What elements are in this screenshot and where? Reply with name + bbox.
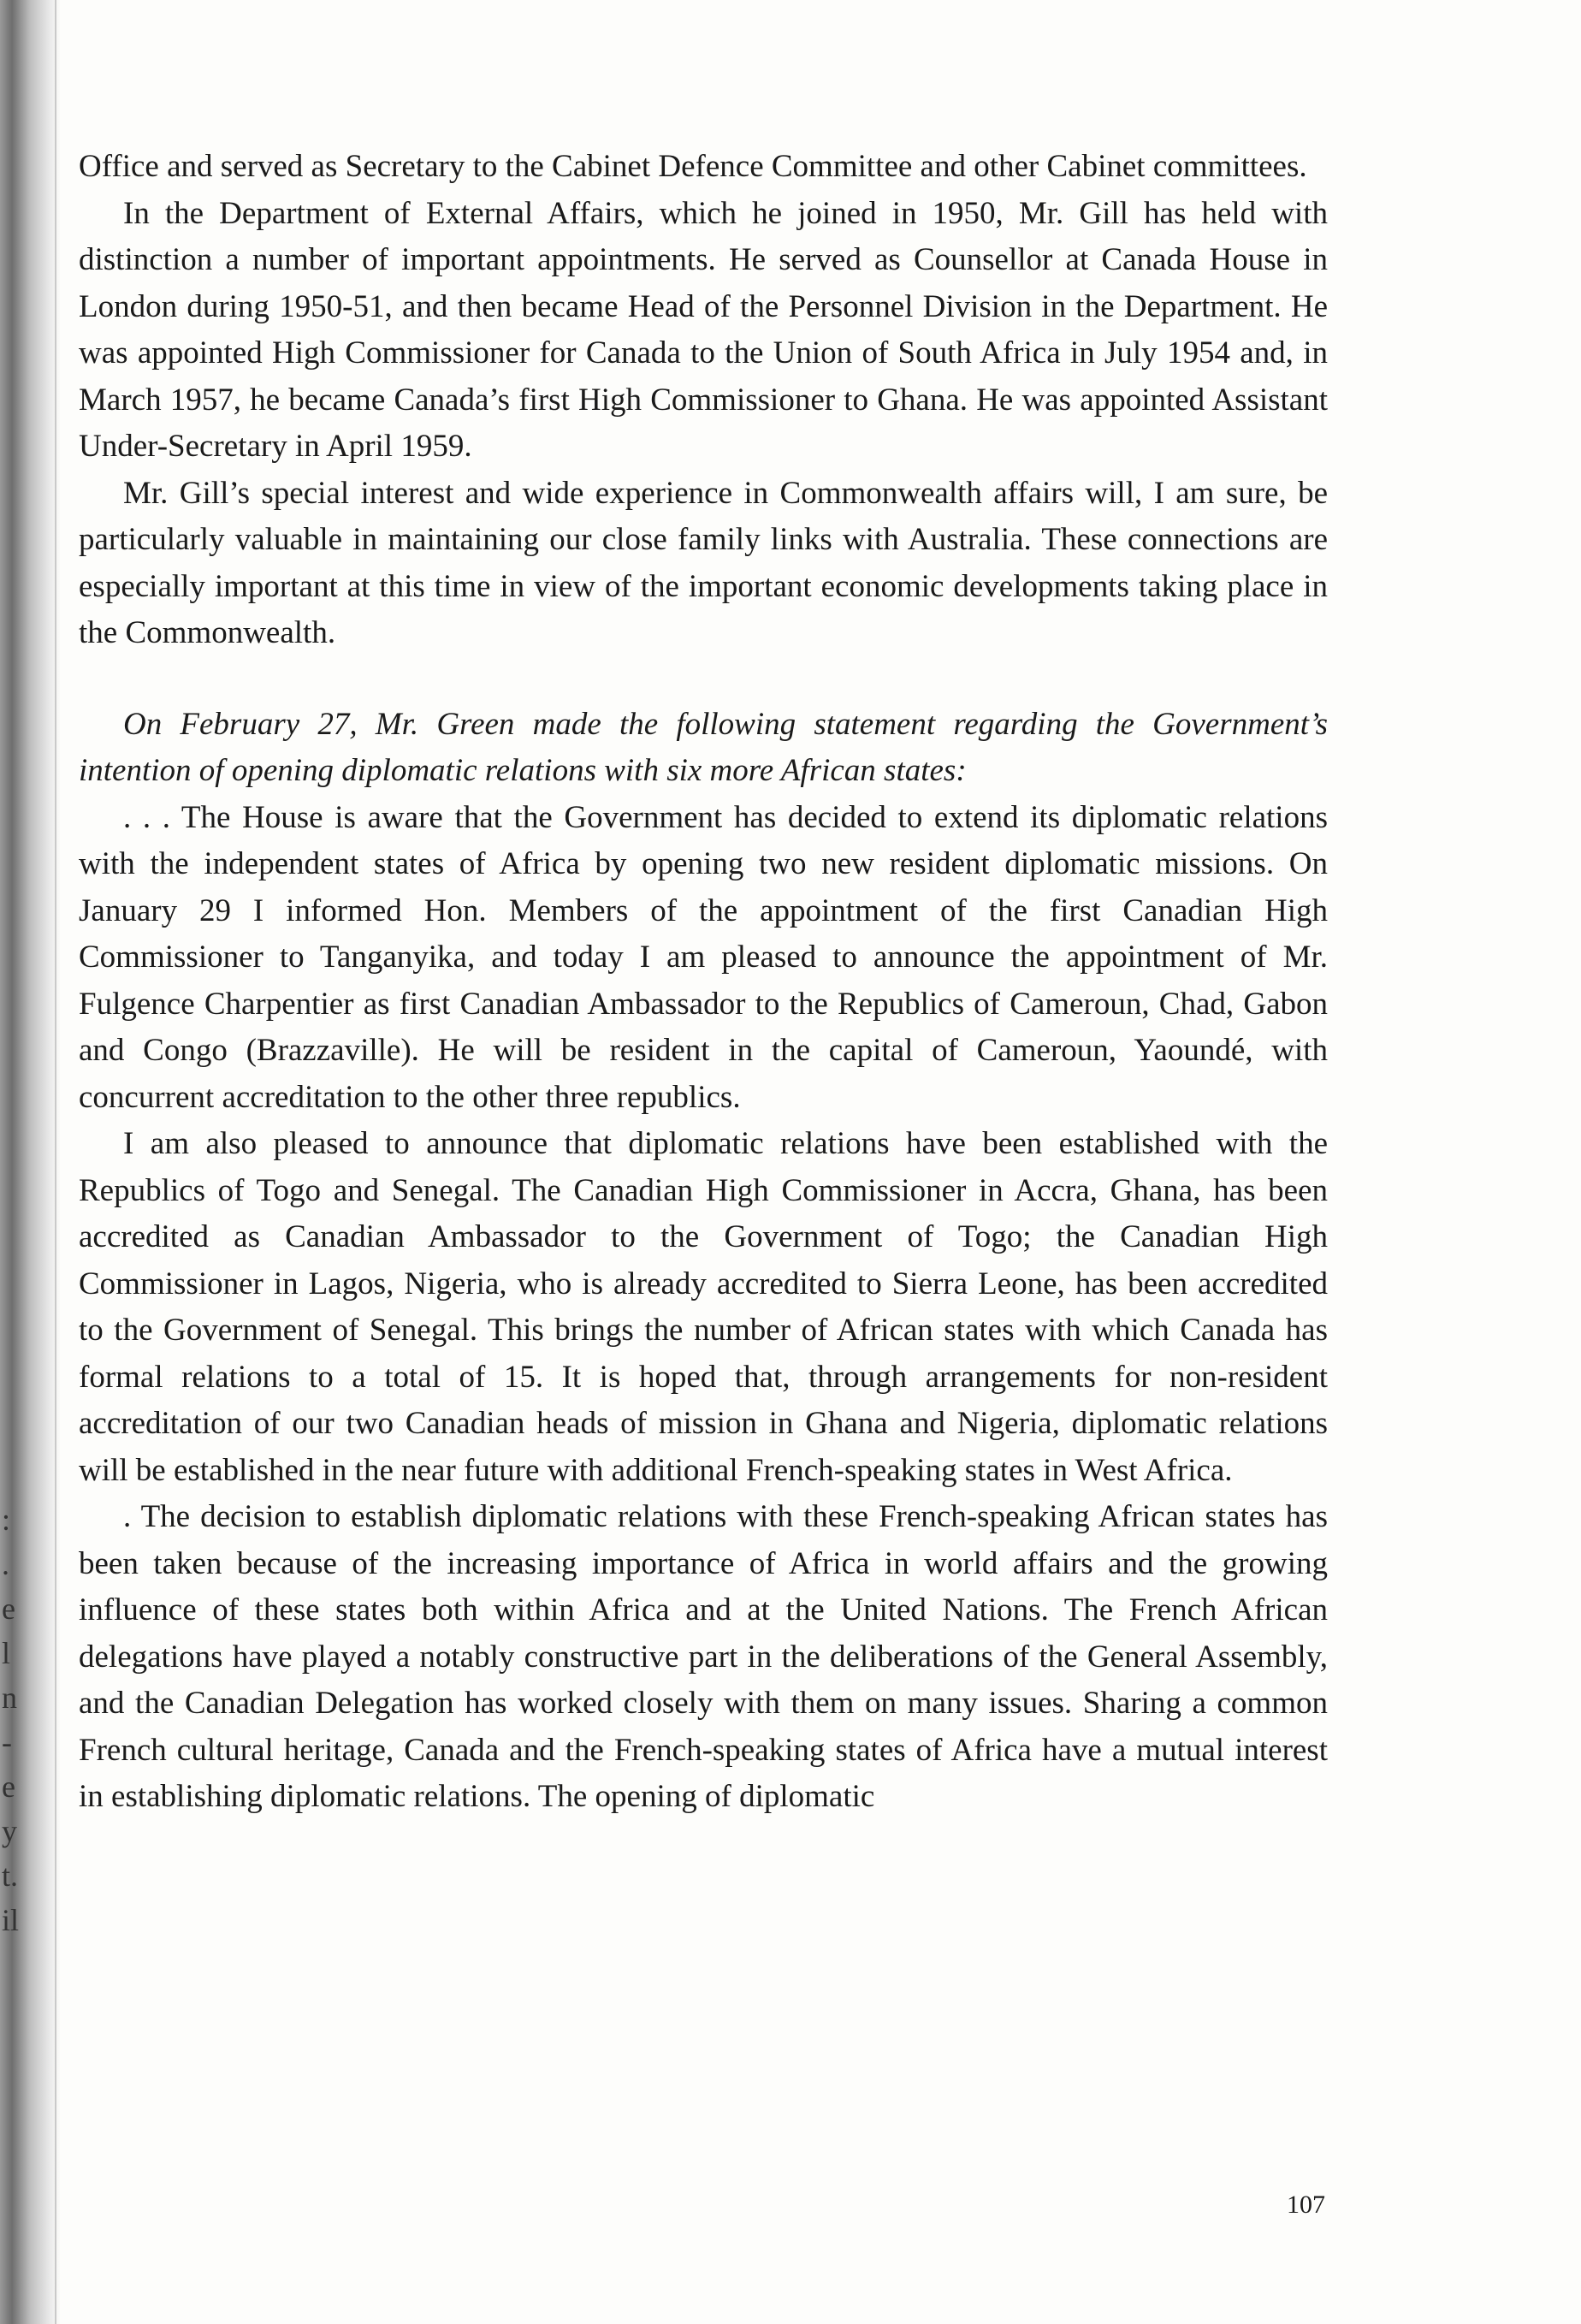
paragraph-togo-senegal: I am also pleased to announce that diplomatic relations have been established with the Republics of Togo and Senegal. The Canadian High Commissioner in Accra, Ghana, has been accredited as Canadian Ambassador to the Government of Togo; the Canadian High Commissioner in Lagos, Nigeria, who is already accredited to Sierra Leone, has been accredited to the Government of Senegal. This brings the number of African states with which Canada has formal relations to a total of 15. It is hoped that, through arrangements for non-resident accreditation of our two Canadian heads of mission in Ghana and Nigeria, diplomatic relations will be established in the near future with additional French-speaking states in West Africa.	[79, 1126, 1328, 1488]
paragraph-diplomatic-missions: . . . The House is aware that the Government has decided to extend its diplomatic relations with the independent states of Africa by opening two new resident diplomatic missions. On January 29 I informed Hon. Members of the appointment of the first Canadian High Commissioner to Tanganyika, and today I am pleased to announce the appointment of Mr. Fulgence Charpentier as first Canadian Ambassador to the Republics of Cameroun, Chad, Gabon and Congo (Brazzaville). He will be resident in the capital of Cameroun, Yaoundé, with concurrent accreditation to the other three republics.	[79, 799, 1328, 1115]
margin-glyph: e	[2, 1592, 15, 1626]
margin-glyph: t.	[2, 1859, 19, 1893]
margin-glyph: y	[2, 1814, 17, 1848]
body-text	[79, 144, 1328, 1821]
margin-glyph: .	[2, 1547, 9, 1581]
paragraph-french-speaking-states: . The decision to establish diplomatic relations with these French-speaking African states has been taken because of the increasing importance of Africa in world affairs and the growing influence of these states both within Africa and at the United Nations. The French African delegations have played a notably constructive part in the deliberations of the General Assembly, and the Canadian Delegation has worked closely with them on many issues. Sharing a common French cultural heritage, Canada and the French-speaking states of Africa have a mutual interest in establishing diplomatic relations. The opening of diplomatic	[79, 1499, 1328, 1814]
binding-shadow	[0, 0, 60, 2324]
margin-glyph: e	[2, 1770, 15, 1804]
margin-rule	[55, 0, 56, 2324]
margin-glyph: -	[2, 1725, 12, 1759]
margin-glyph: il	[2, 1903, 20, 1937]
margin-glyph: l	[2, 1636, 11, 1670]
margin-glyph: n	[2, 1681, 17, 1715]
paragraph-statement-intro: On February 27, Mr. Green made the following statement regarding the Government’s intention of opening diplomatic relations with six more African states:	[79, 706, 1328, 788]
paragraph-cabinet-committees: Office and served as Secretary to the Cabinet Defence Committee and other Cabinet committees.	[79, 149, 1307, 184]
left-edge-margin-fragments	[2, 1497, 20, 1937]
paragraph-commonwealth: Mr. Gill’s special interest and wide experience in Commonwealth affairs will, I am sure, be particularly valuable in maintaining our close family links with Australia. These connections are especially important at this time in view of the important economic developments taking place in the Commonwealth.	[79, 475, 1328, 650]
page-number: 107	[1287, 2191, 1325, 2219]
margin-glyph: :	[2, 1503, 11, 1537]
paragraph-external-affairs: In the Department of External Affairs, which he joined in 1950, Mr. Gill has held with distinction a number of important appointments. He served as Counsellor at Canada House in London during 1950-51, and then became Head of the Personnel Division in the Department. He was appointed High Commissioner for Canada to the Union of South Africa in July 1954 and, in March 1957, he became Canada’s first High Commissioner to Ghana. He was appointed Assistant Under-Secretary in April 1959.	[79, 195, 1328, 464]
